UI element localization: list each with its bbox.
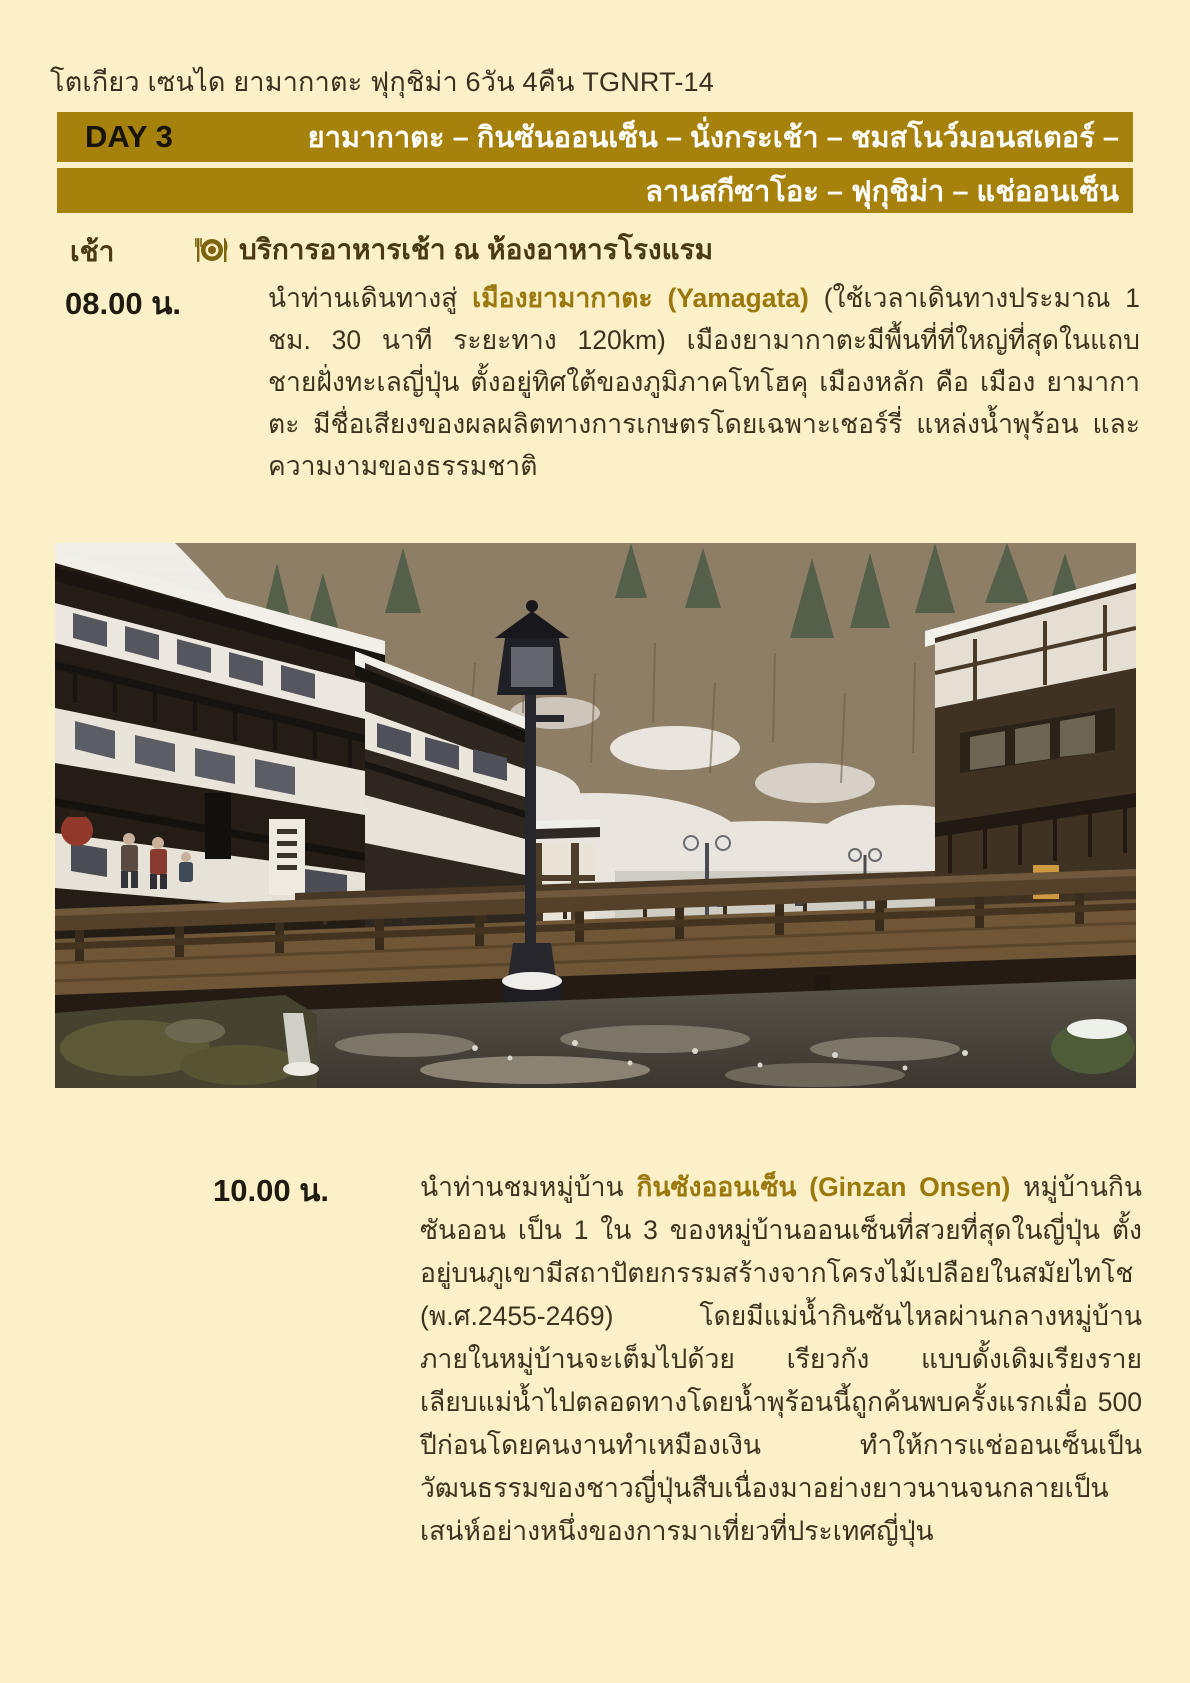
ginzan-onsen-photo-scene: [55, 543, 1136, 1088]
breakfast-time-label: เช้า: [70, 236, 115, 267]
day-banner-line-1: [57, 112, 1133, 162]
route-line-2: ลานสกีซาโอะ – ฟุกุชิม่า – แช่ออนเซ็น: [645, 175, 1119, 208]
paragraph-1000-after: หมู่บ้านกินซันออน เป็น 1 ใน 3 ของหมู่บ้านออนเซ็นที่สวยที่สุดในญี่ปุ่น ตั้งอยู่บนภูเขามีสถาปัตยกรรมสร้างจากโครงไม้เปลือยในสมัยไทโช (พ.ศ.2455-2469) โดยมีแม่น้ำกินซันไหลผ่านกลางหมู่บ้าน ภายในหมู่บ้านจะเต็มไปด้วย เรียวกัง แบบดั้งเดิมเรียงรายเลียบแม่น้ำไปตลอดทางโดยน้ำพุร้อนนี้ถูกค้นพบครั้งแรกเมื่อ 500 ปีก่อนโดยคนงานทำเหมืองเงิน ทำให้การแช่ออนเซ็นเป็นวัฒนธรรมของชาวญี่ปุ่นสืบเนื่องมาอย่างยาวนานจนกลายเป็นเสน่ห์อย่างหนึ่งของการมาเที่ยวที่ประเทศญี่ปุ่น: [420, 1172, 1142, 1546]
day-label: DAY 3: [85, 119, 173, 154]
tour-title: โตเกียว เซนได ยามากาตะ ฟุกุชิม่า 6วัน 4คืน TGNRT-14: [50, 67, 714, 97]
ginzan-onsen-photo: [55, 543, 1136, 1088]
ginzan-highlight: กินซังออนเซ็น (Ginzan Onsen): [636, 1172, 1011, 1202]
breakfast-text: บริการอาหารเช้า ณ ห้องอาหารโรงแรม: [239, 234, 714, 265]
paragraph-0800-before: นำท่านเดินทางสู่: [268, 283, 473, 313]
time-1000: 10.00 น.: [213, 1173, 329, 1208]
paragraph-0800-after: (ใช้เวลาเดินทางประมาณ 1 ชม. 30 นาที ระยะทาง 120km) เมืองยามากาตะมีพื้นที่ที่ใหญ่ที่สุดในแถบชายฝั่งทะเลญี่ปุ่น ตั้งอยู่ทิศใต้ของภูมิภาคโทโฮคุ เมืองหลัก คือ เมือง ยามากาตะ มีชื่อเสียงของผลผลิตทางการเกษตรโดยเฉพาะเชอร์รี่ แหล่งน้ำพุร้อน และความงามของธรรมชาติ: [268, 283, 1140, 481]
dining-icon: [195, 237, 229, 263]
breakfast-row: [195, 228, 713, 272]
paragraph-0800: [268, 277, 1140, 487]
day-banner-line-2: [57, 168, 1133, 213]
route-line-1: ยามากาตะ – กินซันออนเซ็น – นั่งกระเช้า – ชมสโนว์มอนสเตอร์ –: [307, 122, 1119, 154]
day-banner: [57, 112, 1133, 213]
yamagata-highlight: เมืองยามากาตะ (Yamagata): [472, 283, 809, 313]
paragraph-1000-before: นำท่านชมหมู่บ้าน: [420, 1172, 637, 1202]
paragraph-1000: [420, 1166, 1142, 1553]
time-0800: 08.00 น.: [65, 286, 181, 321]
